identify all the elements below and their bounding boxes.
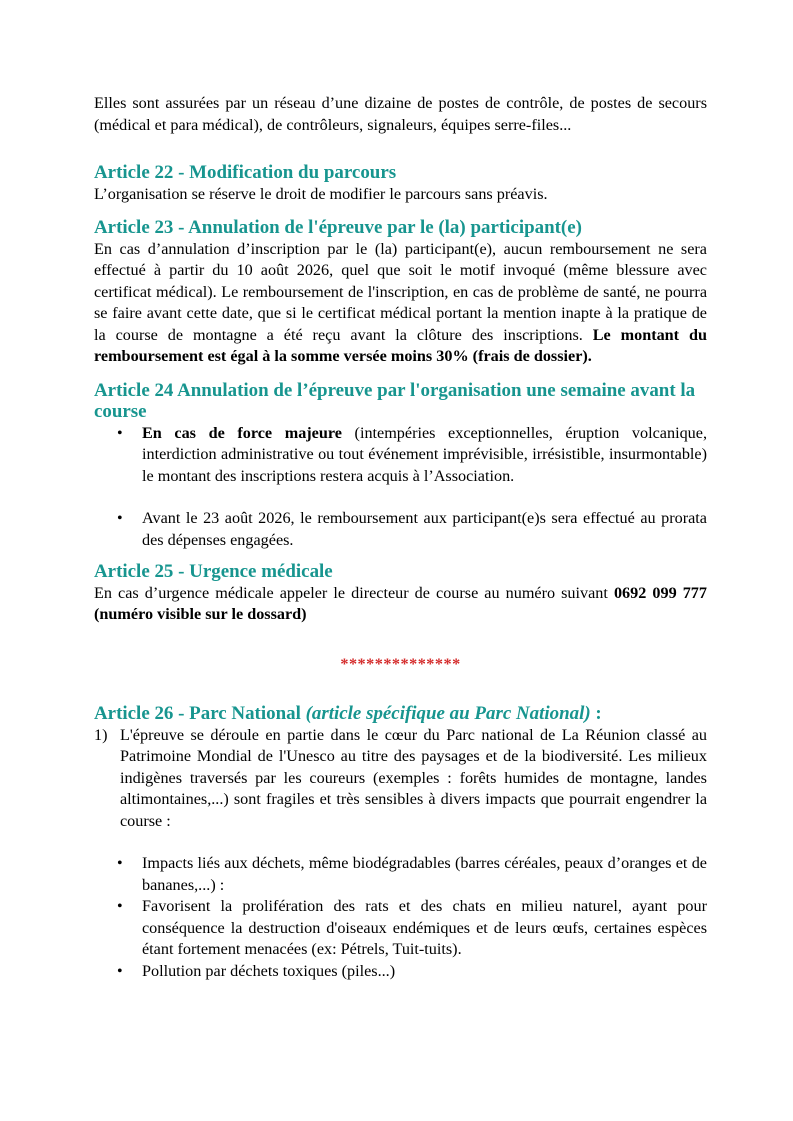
article-26 [94,703,707,982]
list-item [142,423,707,488]
separator-asterisks: ************** [340,654,461,673]
article-23-body: En cas d’annulation d’inscription par le (la) participant(e), aucun remboursement ne sera effectué à partir du 10 août 2026, quel que soit le motif invoqué (même blessure avec certificat médical). Le remboursement de l'inscription, en cas de problème de santé, ne pourra se faire avant cette date, que si le certificat médical portant la mention inapte à la pratique de la course de montagne a été reçu avant la clôture des inscriptions. [94,239,707,344]
list-item-text: (intempéries exceptionnelles, éruption volcanique, interdiction administrative ou tout événement imprévisible, irrésistible, insurmontable) le montant des inscriptions restera acquis à l’Association. [142,423,707,485]
article-24-title: Article 24 Annulation de l’épreuve par l'organisation une semaine avant la course [94,379,696,422]
article-23-title: Article 23 - Annulation de l'épreuve par le (la) participant(e) [94,217,582,238]
intro-paragraph: Elles sont assurées par un réseau d’une dizaine de postes de contrôle, de postes de secours (médical et para médical), de contrôleurs, signaleurs, équipes serre-files... [94,94,707,134]
article-22-text: L’organisation se réserve le droit de modifier le parcours sans préavis. [94,184,548,203]
article-26-bullet-list [94,853,707,982]
article-25 [94,561,707,626]
article-23-refund-note: Le montant du remboursement est égal à la somme versée moins 30% (frais de dossier). [94,325,707,365]
list-item [142,508,707,551]
article-25-body: En cas d’urgence médicale appeler le directeur de course au numéro suivant [94,583,614,602]
item-number: 1) [94,725,108,744]
numbered-item-1 [94,725,707,833]
emergency-phone-number: 0692 099 777 (numéro visible sur le dossard) [94,583,707,623]
article-22-title: Article 22 - Modification du parcours [94,162,397,183]
article-25-text [94,583,707,626]
article-24 [94,380,707,552]
article-24-bullet-list [94,423,707,552]
article-22 [94,162,707,205]
list-item: • Impacts liés aux déchets, même biodégradables (barres céréales, peaux d’oranges et de bananes,...) : [142,853,707,896]
force-majeure-label: En cas de force majeure [142,423,342,442]
article-26-title [94,703,707,725]
list-item: • Favorisent la prolifération des rats et des chats en milieu naturel, ayant pour conséquence la destruction d'oiseaux endémiques et de leurs œufs, certaines espèces étant fortement menacées (ex: Pétrels, Tuit-tuits). [142,896,707,961]
article-26-title-main: Article 26 - Parc National [94,703,306,724]
item-text: L'épreuve se déroule en partie dans le cœur du Parc national de La Réunion classé au Patrimoine Mondial de l'Unesco au titre des paysages et de la biodiversité. Les milieux indigènes traversés par les coureurs (exemples : forêts humides de montagne, landes altimontaines,...) sont fragiles et très sensibles à divers impacts que pourrait engendrer la course : [120,725,707,830]
list-item: • Pollution par déchets toxiques (piles...) [142,961,707,983]
list-item-text: Avant le 23 août 2026, le remboursement aux participant(e)s sera effectué au prorata des dépenses engagées. [142,509,707,549]
article-23 [94,217,707,368]
article-23-text [94,239,707,368]
article-25-title: Article 25 - Urgence médicale [94,561,333,582]
article-26-title-italic: (article spécifique au Parc National) [305,703,591,724]
article-26-title-suffix: : [590,703,602,724]
document-page [94,93,707,982]
